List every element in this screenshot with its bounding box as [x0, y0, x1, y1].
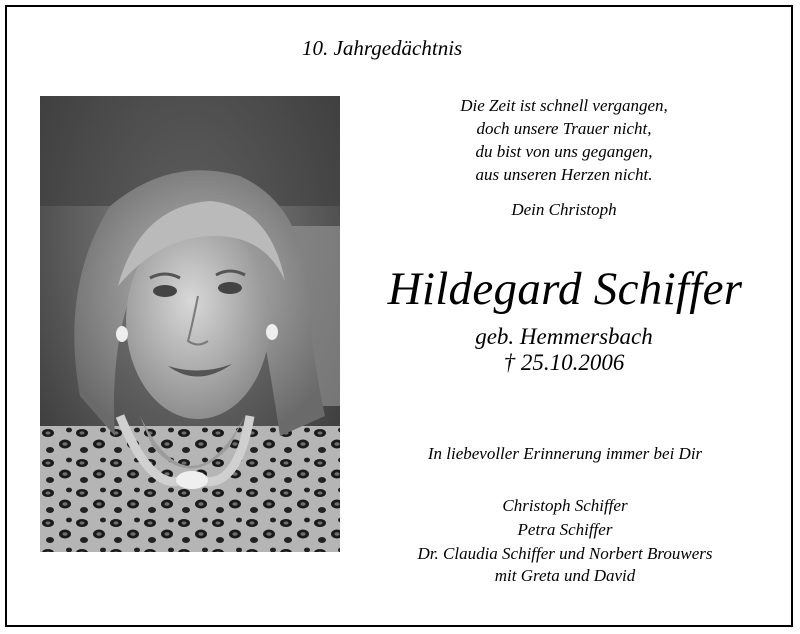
poem-line: Die Zeit ist schnell vergangen, — [460, 96, 668, 115]
poem — [390, 94, 738, 186]
poem-signature: Dein Christoph — [511, 200, 617, 219]
birth-name: geb. Hemmersbach — [475, 324, 653, 349]
deceased-name: Hildegard Schiffer — [387, 263, 743, 315]
mourner: Christoph Schiffer — [502, 496, 628, 515]
mourner: Petra Schiffer — [517, 520, 613, 539]
anniversary-heading: 10. Jahrgedächtnis — [302, 36, 463, 60]
mourner: mit Greta und David — [494, 566, 636, 585]
poem-line: du bist von uns gegangen, — [475, 142, 653, 161]
poem-line: doch unsere Trauer nicht, — [476, 119, 652, 138]
mourner: Dr. Claudia Schiffer und Norbert Brouwers — [417, 544, 713, 563]
poem-line: aus unseren Herzen nicht. — [475, 165, 653, 184]
death-date: † 25.10.2006 — [503, 350, 625, 375]
memory-line: In liebevoller Erinnerung immer bei Dir — [427, 444, 703, 463]
mourners-list — [360, 494, 770, 585]
portrait-photo — [40, 96, 340, 552]
